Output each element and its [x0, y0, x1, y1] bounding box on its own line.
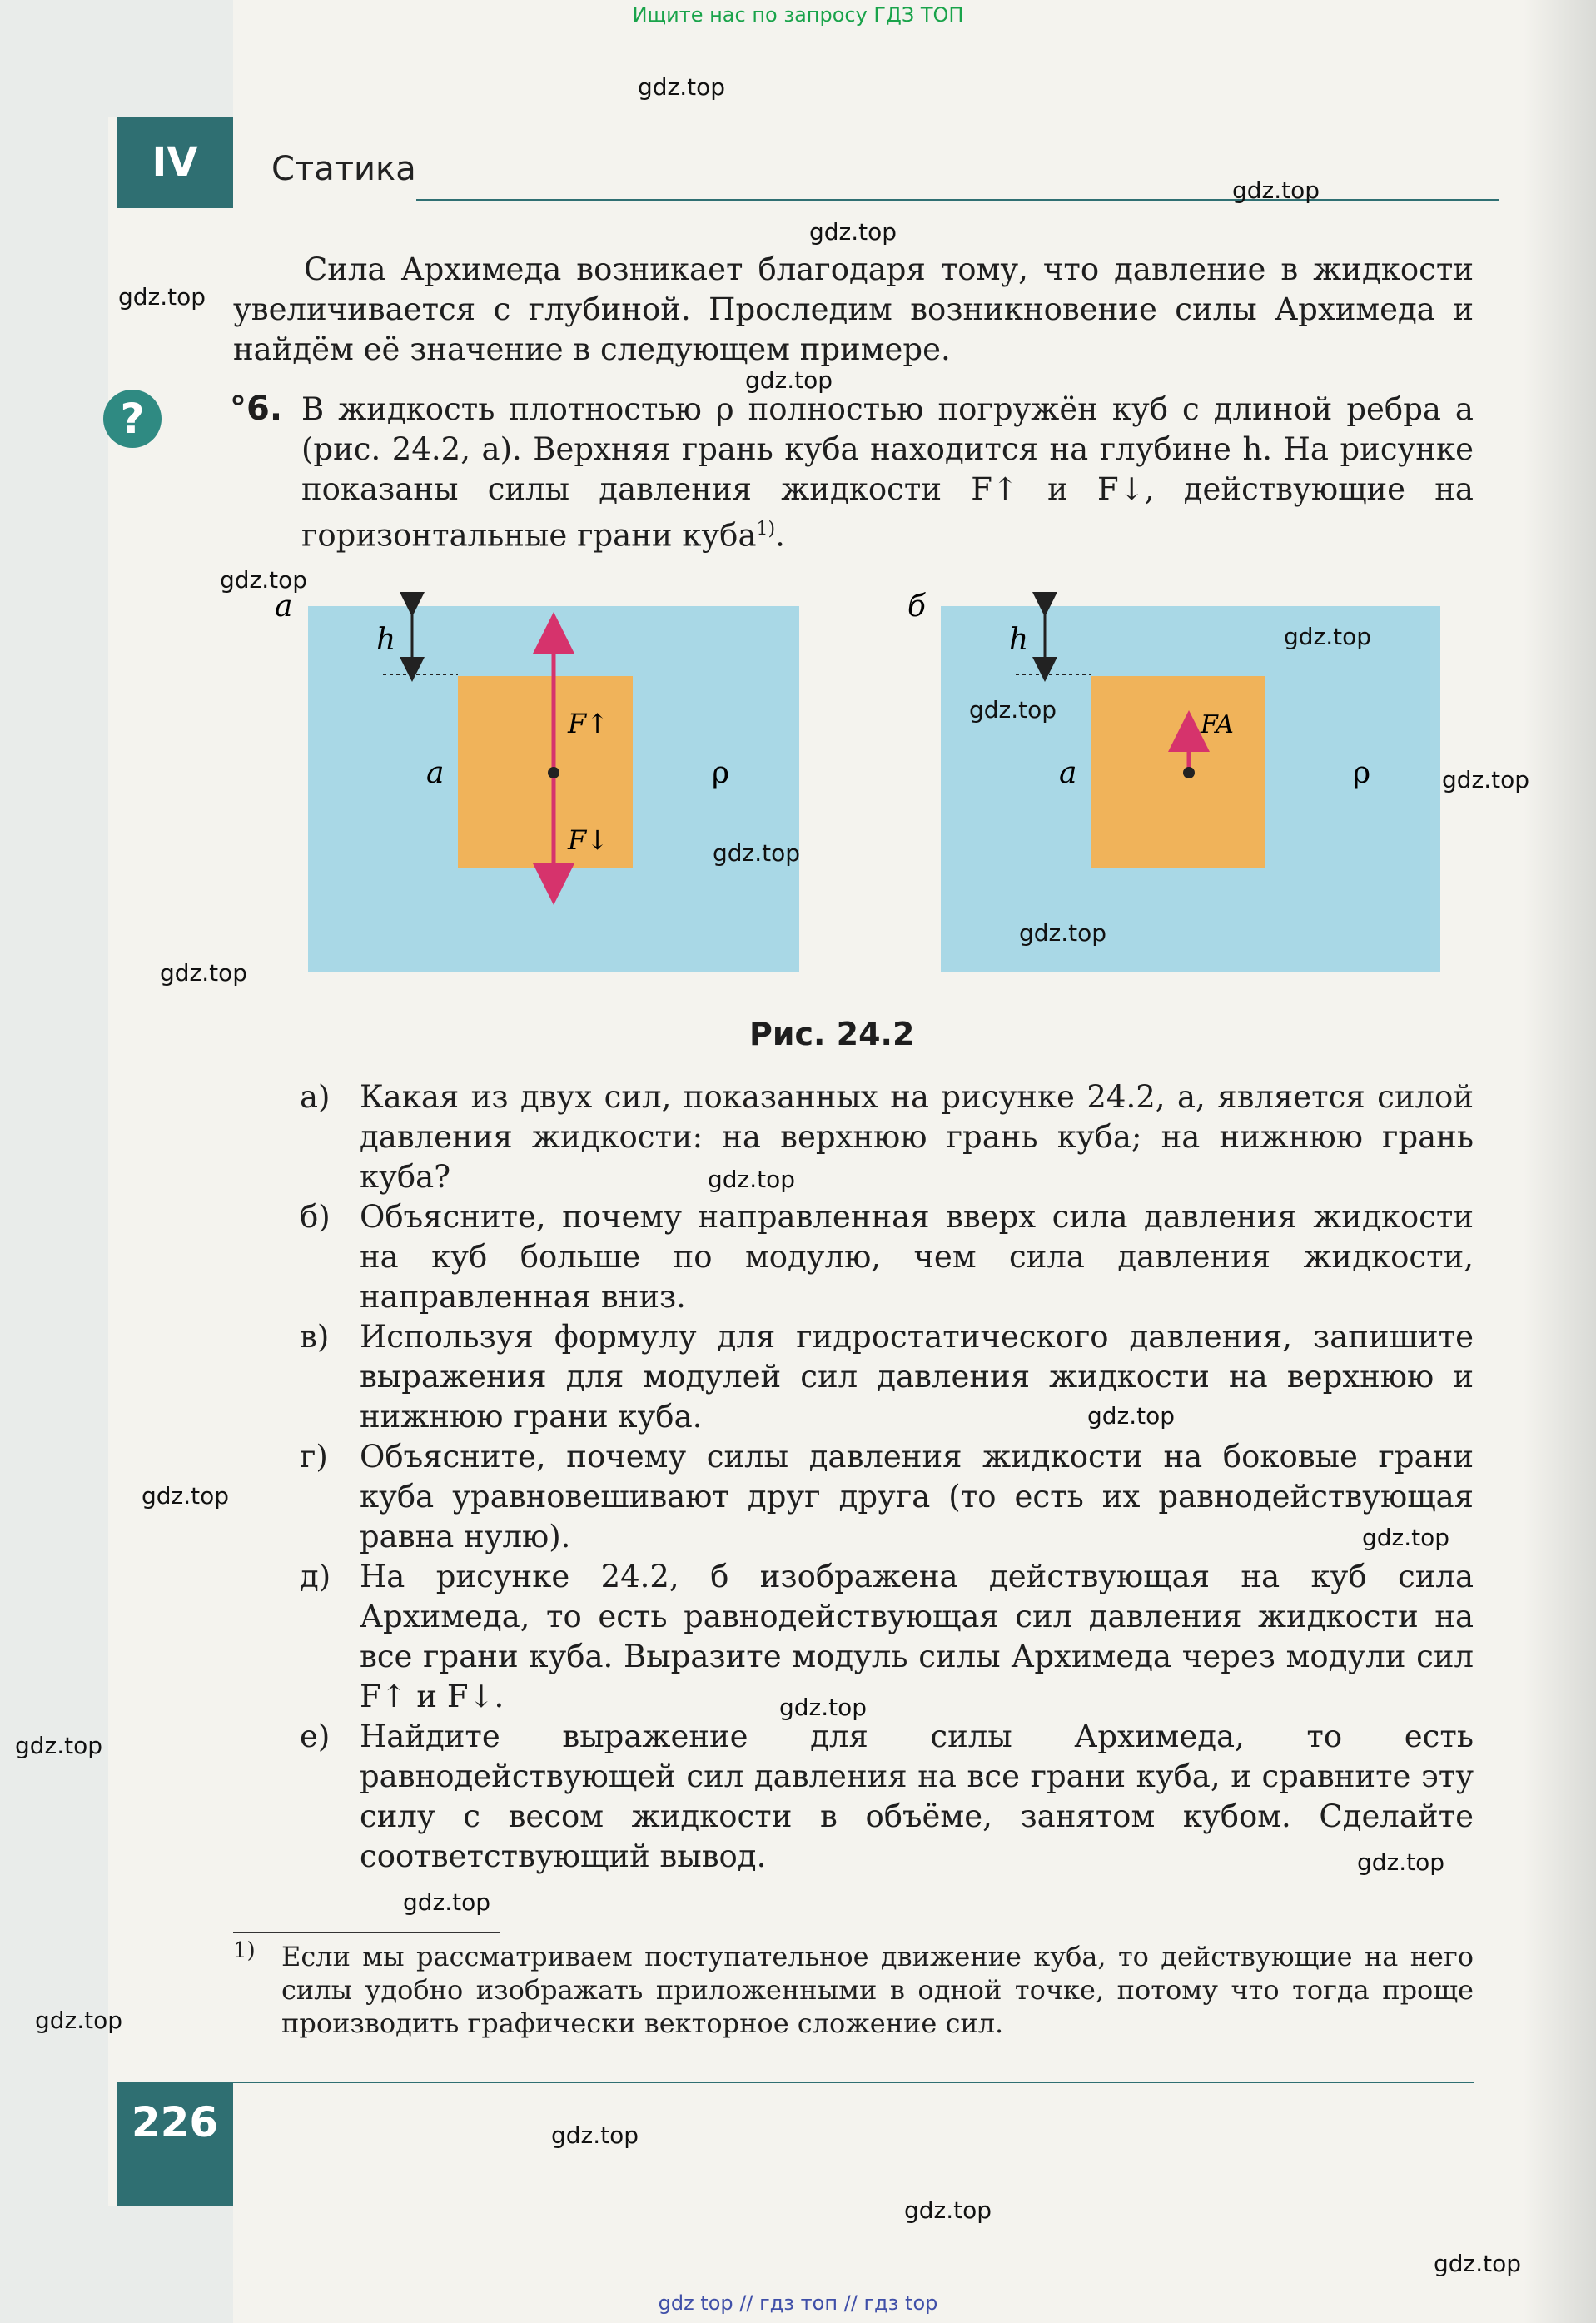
watermark: gdz.top [1357, 1848, 1445, 1876]
question-label: г) [300, 1439, 328, 1475]
task-number: °6. [230, 390, 283, 428]
panel-b-label: б [907, 589, 926, 624]
question-text: Объясните, почему направленная вверх сила давления жидкости на куб больше по модулю, чем сила давления жидкости, направленная вниз. [360, 1199, 1474, 1315]
watermark: gdz.top [713, 839, 801, 867]
watermark: gdz.top [904, 2196, 992, 2224]
center-point-a [548, 767, 559, 778]
bottom-banner[interactable]: gdz top // гдз топ // гдз top [658, 2291, 938, 2315]
edge-label-a: a [426, 756, 445, 790]
question-text: На рисунке 24.2, б изображена действующая на куб сила Архимеда, то есть равнодействующая сил давления жидкости на все грани куба. Выразите модуль силы Архимеда через модули сил F↑ и F↓. [360, 1559, 1474, 1714]
watermark: gdz.top [969, 696, 1057, 724]
watermark: gdz.top [35, 2007, 123, 2034]
watermark: gdz.top [638, 73, 726, 101]
question-text: Найдите выражение для силы Архимеда, то есть равнодействующей сил давления на все грани куба, и сравните эту силу с весом жидкости в объёме, занятом кубом. Сделайте соответствующий вывод. [360, 1719, 1474, 1874]
cube-b [1091, 676, 1265, 868]
force-up-label: F↑ [568, 708, 609, 739]
chapter-number: IV [117, 117, 233, 208]
top-banner[interactable]: Ищите нас по запросу ГДЗ ТОП [632, 3, 964, 27]
question-label: е) [300, 1719, 331, 1754]
question-label: в) [300, 1319, 330, 1355]
edge-label-b: a [1059, 756, 1077, 790]
watermark: gdz.top [1019, 919, 1107, 947]
watermark: gdz.top [403, 1888, 491, 1916]
page-fold-shadow [1524, 0, 1596, 2323]
question-item [301, 1717, 1474, 1877]
watermark: gdz.top [220, 566, 308, 594]
task-body: В жидкость плотностью ρ полностью погружён куб с длиной ребра a (рис. 24.2, a). Верхняя грань куба находится на глубине h. На рисунке показаны силы давления жидкости F↑ и F↓, действующие на горизонтальные грани куба [301, 391, 1474, 554]
question-text: Объясните, почему силы давления жидкости на боковые грани куба уравновешивают друг друга (то есть их равнодействующая равна нулю). [360, 1439, 1474, 1554]
footnote-rule [233, 1932, 500, 1933]
force-down-label: F↓ [568, 824, 609, 856]
archimedes-force-label: FA [1201, 710, 1234, 739]
watermark: gdz.top [160, 959, 248, 987]
header-rule [416, 199, 1499, 201]
watermark: gdz.top [118, 283, 206, 311]
intro-paragraph: Сила Архимеда возникает благодаря тому, что давление в жидкости увеличивается с глубиной. Проследим возникновение силы Архимеда и найдём её значение в следующем примере. [233, 251, 1474, 367]
task-text: В жидкость плотностью ρ полностью погружён куб с длиной ребра a (рис. 24.2, a). Верхняя грань куба находится на глубине h. На рисунке показаны силы давления жидкости F↑ и F↓, действующие на горизонтальные грани куба$^{1)}$. [301, 391, 1474, 554]
figure-caption: Рис. 24.2 [749, 1016, 915, 1052]
question-text: Используя формулу для гидростатического давления, запишите выражения для модулей сил давления жидкости на верхнюю и нижнюю грани куба. [360, 1319, 1474, 1435]
question-label: б) [300, 1199, 331, 1235]
question-item [301, 1557, 1474, 1717]
question-text: Какая из двух сил, показанных на рисунке 24.2, а, является силой давления жидкости: на верхнюю грань куба; на нижнюю грань куба? [360, 1079, 1474, 1195]
section-title: Статика [271, 150, 416, 188]
question-label: д) [300, 1559, 331, 1594]
question-item [301, 1317, 1474, 1437]
panel-a-label: а [275, 589, 293, 624]
center-point-b [1183, 767, 1195, 778]
watermark: gdz.top [708, 1166, 796, 1193]
question-item [301, 1197, 1474, 1317]
watermark: gdz.top [809, 218, 897, 246]
watermark: gdz.top [1232, 177, 1320, 204]
density-label-b: ρ [1353, 756, 1371, 790]
bottom-rule [233, 2082, 1474, 2083]
depth-label-a: h [376, 623, 396, 657]
watermark: gdz.top [745, 366, 833, 394]
watermark: gdz.top [551, 2122, 639, 2149]
watermark: gdz.top [142, 1482, 230, 1510]
watermark: gdz.top [1442, 766, 1530, 793]
watermark: gdz.top [779, 1694, 868, 1721]
density-label-a: ρ [712, 756, 730, 790]
question-label: а) [300, 1079, 331, 1115]
footnote-text: Если мы рассматриваем поступательное движение куба, то действующие на него силы удобно изображать приложенными в одной точке, потому что тогда проще производить графически векторное сложение сил. [281, 1941, 1474, 2039]
footnote-mark: 1) [233, 1938, 256, 1963]
watermark: gdz.top [15, 1732, 103, 1759]
watermark: gdz.top [1284, 623, 1372, 650]
watermark: gdz.top [1087, 1402, 1176, 1430]
question-item [301, 1077, 1474, 1197]
page-number: 226 [117, 2082, 233, 2206]
question-icon: ? [103, 390, 162, 448]
watermark: gdz.top [1362, 1524, 1450, 1551]
watermark: gdz.top [1434, 2250, 1522, 2277]
footnote-ref: 1) [756, 519, 776, 540]
question-item [301, 1437, 1474, 1557]
depth-label-b: h [1009, 623, 1029, 657]
